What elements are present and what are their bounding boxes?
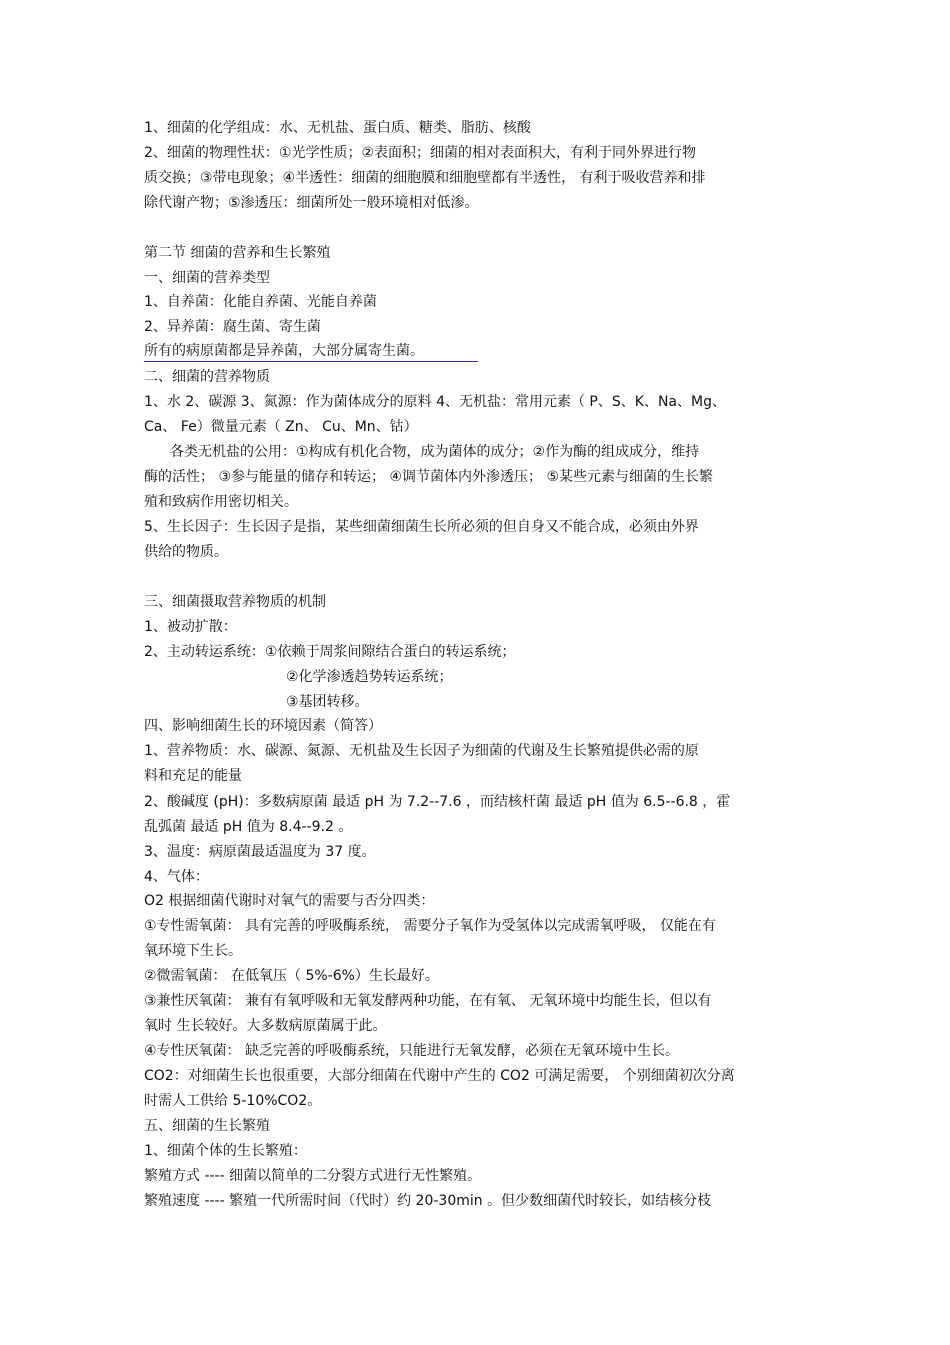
text-line: 4、气体： [144, 869, 209, 885]
text-line: 殖和致病作用密切相关。 [144, 494, 298, 510]
text-line: 供给的物质。 [144, 544, 228, 560]
subsection-heading: 五、细菌的生长繁殖 [144, 1118, 270, 1134]
text-line: 料和充足的能量 [144, 768, 242, 784]
text-line: 各类无机盐的公用：①构成有机化合物，成为菌体的成分；②作为酶的组成成分，维持 [170, 444, 700, 460]
text-line: 1、细菌的化学组成：水、无机盐、蛋白质、糖类、脂肪、核酸 [144, 120, 531, 136]
text-line: 2、异养菌：腐生菌、寄生菌 [144, 319, 321, 335]
text-line: 质交换；③带电现象；④半透性：细菌的细胞膜和细胞壁都有半透性， 有利于吸收营养和排 [144, 170, 706, 186]
text-line: 3、温度：病原菌最适温度为 37 度。 [144, 844, 376, 860]
text-line: 乱弧菌 最适 pH 值为 8.4--9.2 。 [144, 819, 353, 835]
text-line: ①专性需氧菌： 具有完善的呼吸酶系统， 需要分子氧作为受氢体以完成需氧呼吸， 仅能在有 [144, 918, 716, 934]
text-line: 1、营养物质：水、碳源、氮源、无机盐及生长因子为细菌的代谢及生长繁殖提供必需的原 [144, 743, 699, 759]
text-line: 1、自养菌：化能自养菌、光能自养菌 [144, 294, 377, 310]
text-line: O2 根据细菌代谢时对氧气的需要与否分四类： [144, 893, 435, 909]
text-line: 除代谢产物；⑤渗透压：细菌所处一般环境相对低渗。 [144, 195, 479, 211]
text-line: 酶的活性； ③参与能量的储存和转运； ④调节菌体内外渗透压； ⑤某些元素与细菌的生长繁 [144, 469, 714, 485]
text-line: CO2：对细菌生长也很重要，大部分细菌在代谢中产生的 CO2 可满足需要， 个别细菌初次分离 [144, 1068, 735, 1084]
text-line: 氧环境下生长。 [144, 943, 242, 959]
text-line: 2、酸碱度 (pH)：多数病原菌 最适 pH 为 7.2--7.6 ，而结核杆菌 最适 pH 值为 6.5--6.8 ，霍 [144, 794, 731, 810]
text-line: ②化学渗透趋势转运系统； [286, 669, 453, 685]
text-line: 时需人工供给 5-10%CO2。 [144, 1093, 322, 1109]
note-underline [144, 361, 478, 362]
subsection-heading: 三、细菌摄取营养物质的机制 [144, 594, 326, 610]
text-line: Ca、 Fe）微量元素（ Zn、 Cu、Mn、钴） [144, 419, 418, 435]
text-line: 1、被动扩散： [144, 619, 237, 635]
text-line: ④专性厌氧菌： 缺乏完善的呼吸酶系统，只能进行无氧发酵，必须在无氧环境中生长。 [144, 1043, 679, 1059]
text-line: 2、细菌的物理性状：①光学性质；②表面积；细菌的相对表面积大，有利于同外界进行物 [144, 145, 697, 161]
text-line: ②微需氧菌： 在低氧压（ 5%-6%）生长最好。 [144, 968, 439, 984]
underlined-note: 所有的病原菌都是异养菌，大部分属寄生菌。 [144, 343, 424, 359]
text-line: ③基团转移。 [286, 694, 369, 710]
subsection-heading: 一、细菌的营养类型 [144, 270, 270, 286]
text-line: 繁殖方式 ---- 细菌以简单的二分裂方式进行无性繁殖。 [144, 1168, 482, 1184]
subsection-heading: 四、影响细菌生长的环境因素（简答） [144, 718, 382, 734]
text-line: ③兼性厌氧菌： 兼有有氧呼吸和无氧发酵两种功能，在有氧、 无氧环境中均能生长，但以有 [144, 993, 712, 1009]
text-line: 繁殖速度 ---- 繁殖一代所需时间（代时）约 20-30min 。但少数细菌代时较长，如结核分枝 [144, 1193, 712, 1209]
text-line: 1、细菌个体的生长繁殖： [144, 1143, 307, 1159]
section-heading: 第二节 细菌的营养和生长繁殖 [144, 245, 331, 261]
text-line: 氧时 生长较好。大多数病原菌属于此。 [144, 1018, 387, 1034]
text-line: 5、生长因子：生长因子是指，某些细菌细菌生长所必须的但自身又不能合成，必须由外界 [144, 519, 699, 535]
subsection-heading: 二、细菌的营养物质 [144, 369, 270, 385]
text-line: 1、水 2、碳源 3、氮源：作为菌体成分的原料 4、无机盐：常用元素（ P、S、K、Na、Mg、 [144, 394, 726, 410]
text-line: 2、主动转运系统：①依赖于周浆间隙结合蛋白的转运系统； [144, 644, 516, 660]
